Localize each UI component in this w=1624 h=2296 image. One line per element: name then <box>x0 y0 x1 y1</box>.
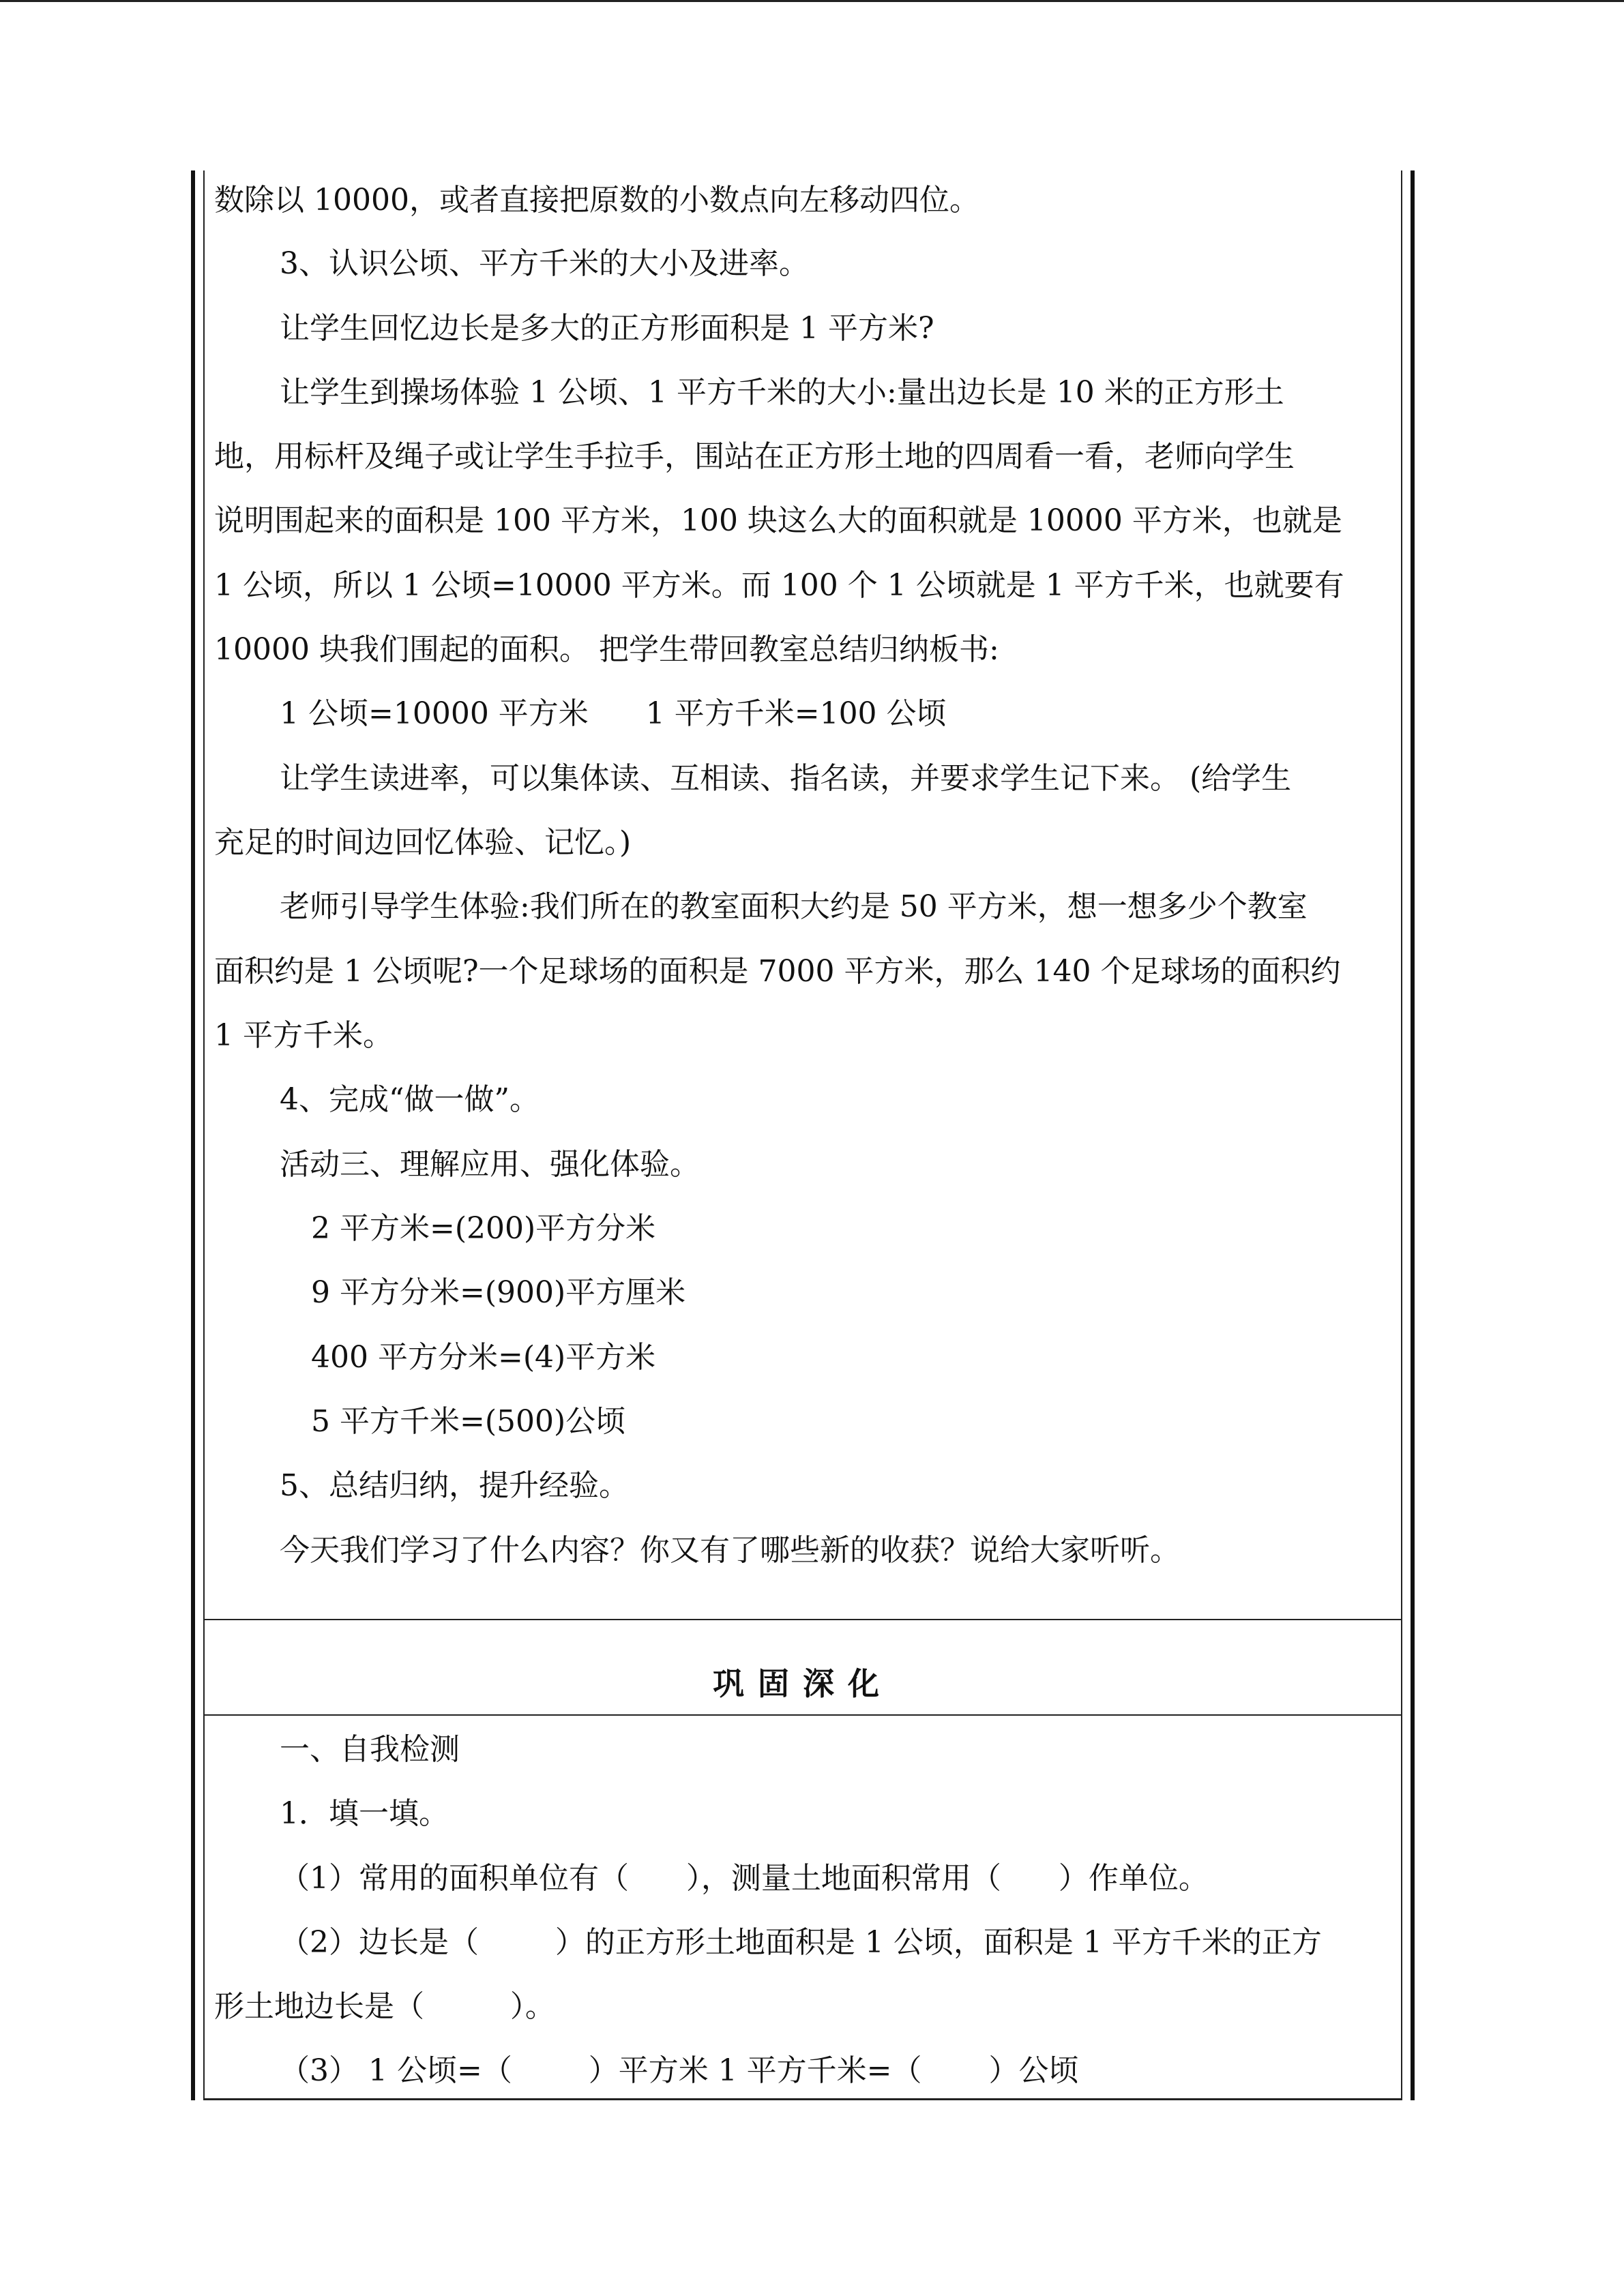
text-line: 说明围起来的面积是 100 平方米，100 块这么大的面积就是 10000 平方米，也就是 <box>214 503 1342 538</box>
lesson-table <box>191 170 1415 2100</box>
section-divider-top <box>205 1619 1401 1620</box>
fill-blank-question: （2）边长是（ ）的正方形土地面积是 1 公顷，面积是 1 平方千米的正方 <box>280 1925 1322 1960</box>
page-top-border <box>0 0 1624 2</box>
practice-heading: 一、自我检测 <box>280 1732 460 1767</box>
section-divider-bottom <box>205 1714 1401 1716</box>
text-line: 老师引导学生体验:我们所在的教室面积大约是 50 平方米，想一想多少个教室 <box>280 889 1308 924</box>
fill-blank-question: （3） 1 公顷=（ ）平方米 1 平方千米=（ ）公顷 <box>280 2053 1079 2088</box>
text-line: 让学生到操场体验 1 公顷、1 平方千米的大小:量出边长是 10 米的正方形土 <box>280 375 1284 410</box>
text-line: 面积约是 1 公顷呢?一个足球场的面积是 7000 平方米，那么 140 个足球场的面积约 <box>214 954 1341 989</box>
exercise-line: 400 平方分米=(4)平方米 <box>311 1340 656 1375</box>
fill-blank-question: （1）常用的面积单位有（ ），测量土地面积常用（ ）作单位。 <box>280 1861 1209 1896</box>
text-line: 1 平方千米。 <box>214 1018 393 1053</box>
text-line: 1 公顷，所以 1 公顷=10000 平方米。而 100 个 1 公顷就是 1 平方千米，也就要有 <box>214 568 1344 603</box>
exercise-line: 9 平方分米=(900)平方厘米 <box>311 1275 686 1310</box>
step-heading: 4、完成“做一做”。 <box>280 1082 540 1117</box>
text-line: 让学生回忆边长是多大的正方形面积是 1 平方米? <box>280 311 934 346</box>
text-line: 10000 块我们围起的面积。 把学生带回教室总结归纳板书: <box>214 632 999 667</box>
text-line: 让学生读进率，可以集体读、互相读、指名读，并要求学生记下来。 (给学生 <box>280 761 1292 796</box>
text-line: 数除以 10000，或者直接把原数的小数点向左移动四位。 <box>214 183 979 218</box>
text-line: 地，用标杆及绳子或让学生手拉手，围站在正方形土地的四周看一看，老师向学生 <box>214 439 1295 474</box>
activity-heading: 活动三、理解应用、强化体验。 <box>280 1147 700 1182</box>
exercise-line: 5 平方千米=(500)公顷 <box>311 1404 626 1439</box>
fill-blank-question: 形土地边长是（ ）。 <box>214 1989 555 2024</box>
text-line: 今天我们学习了什么内容？你又有了哪些新的收获？说给大家听听。 <box>280 1533 1180 1568</box>
exercise-line: 2 平方米=(200)平方分米 <box>311 1211 656 1246</box>
question-heading: 1．填一填。 <box>280 1796 449 1831</box>
text-line: 充足的时间边回忆体验、记忆。) <box>214 825 632 860</box>
step-heading: 3、认识公顷、平方千米的大小及进率。 <box>280 246 809 281</box>
lesson-table-inner <box>203 170 1402 2100</box>
step-heading: 5、总结归纳，提升经验。 <box>280 1468 629 1503</box>
section-title: 巩固深化 <box>713 1665 893 1702</box>
conversion-rates: 1 公顷=10000 平方米 1 平方千米=100 公顷 <box>280 696 947 731</box>
